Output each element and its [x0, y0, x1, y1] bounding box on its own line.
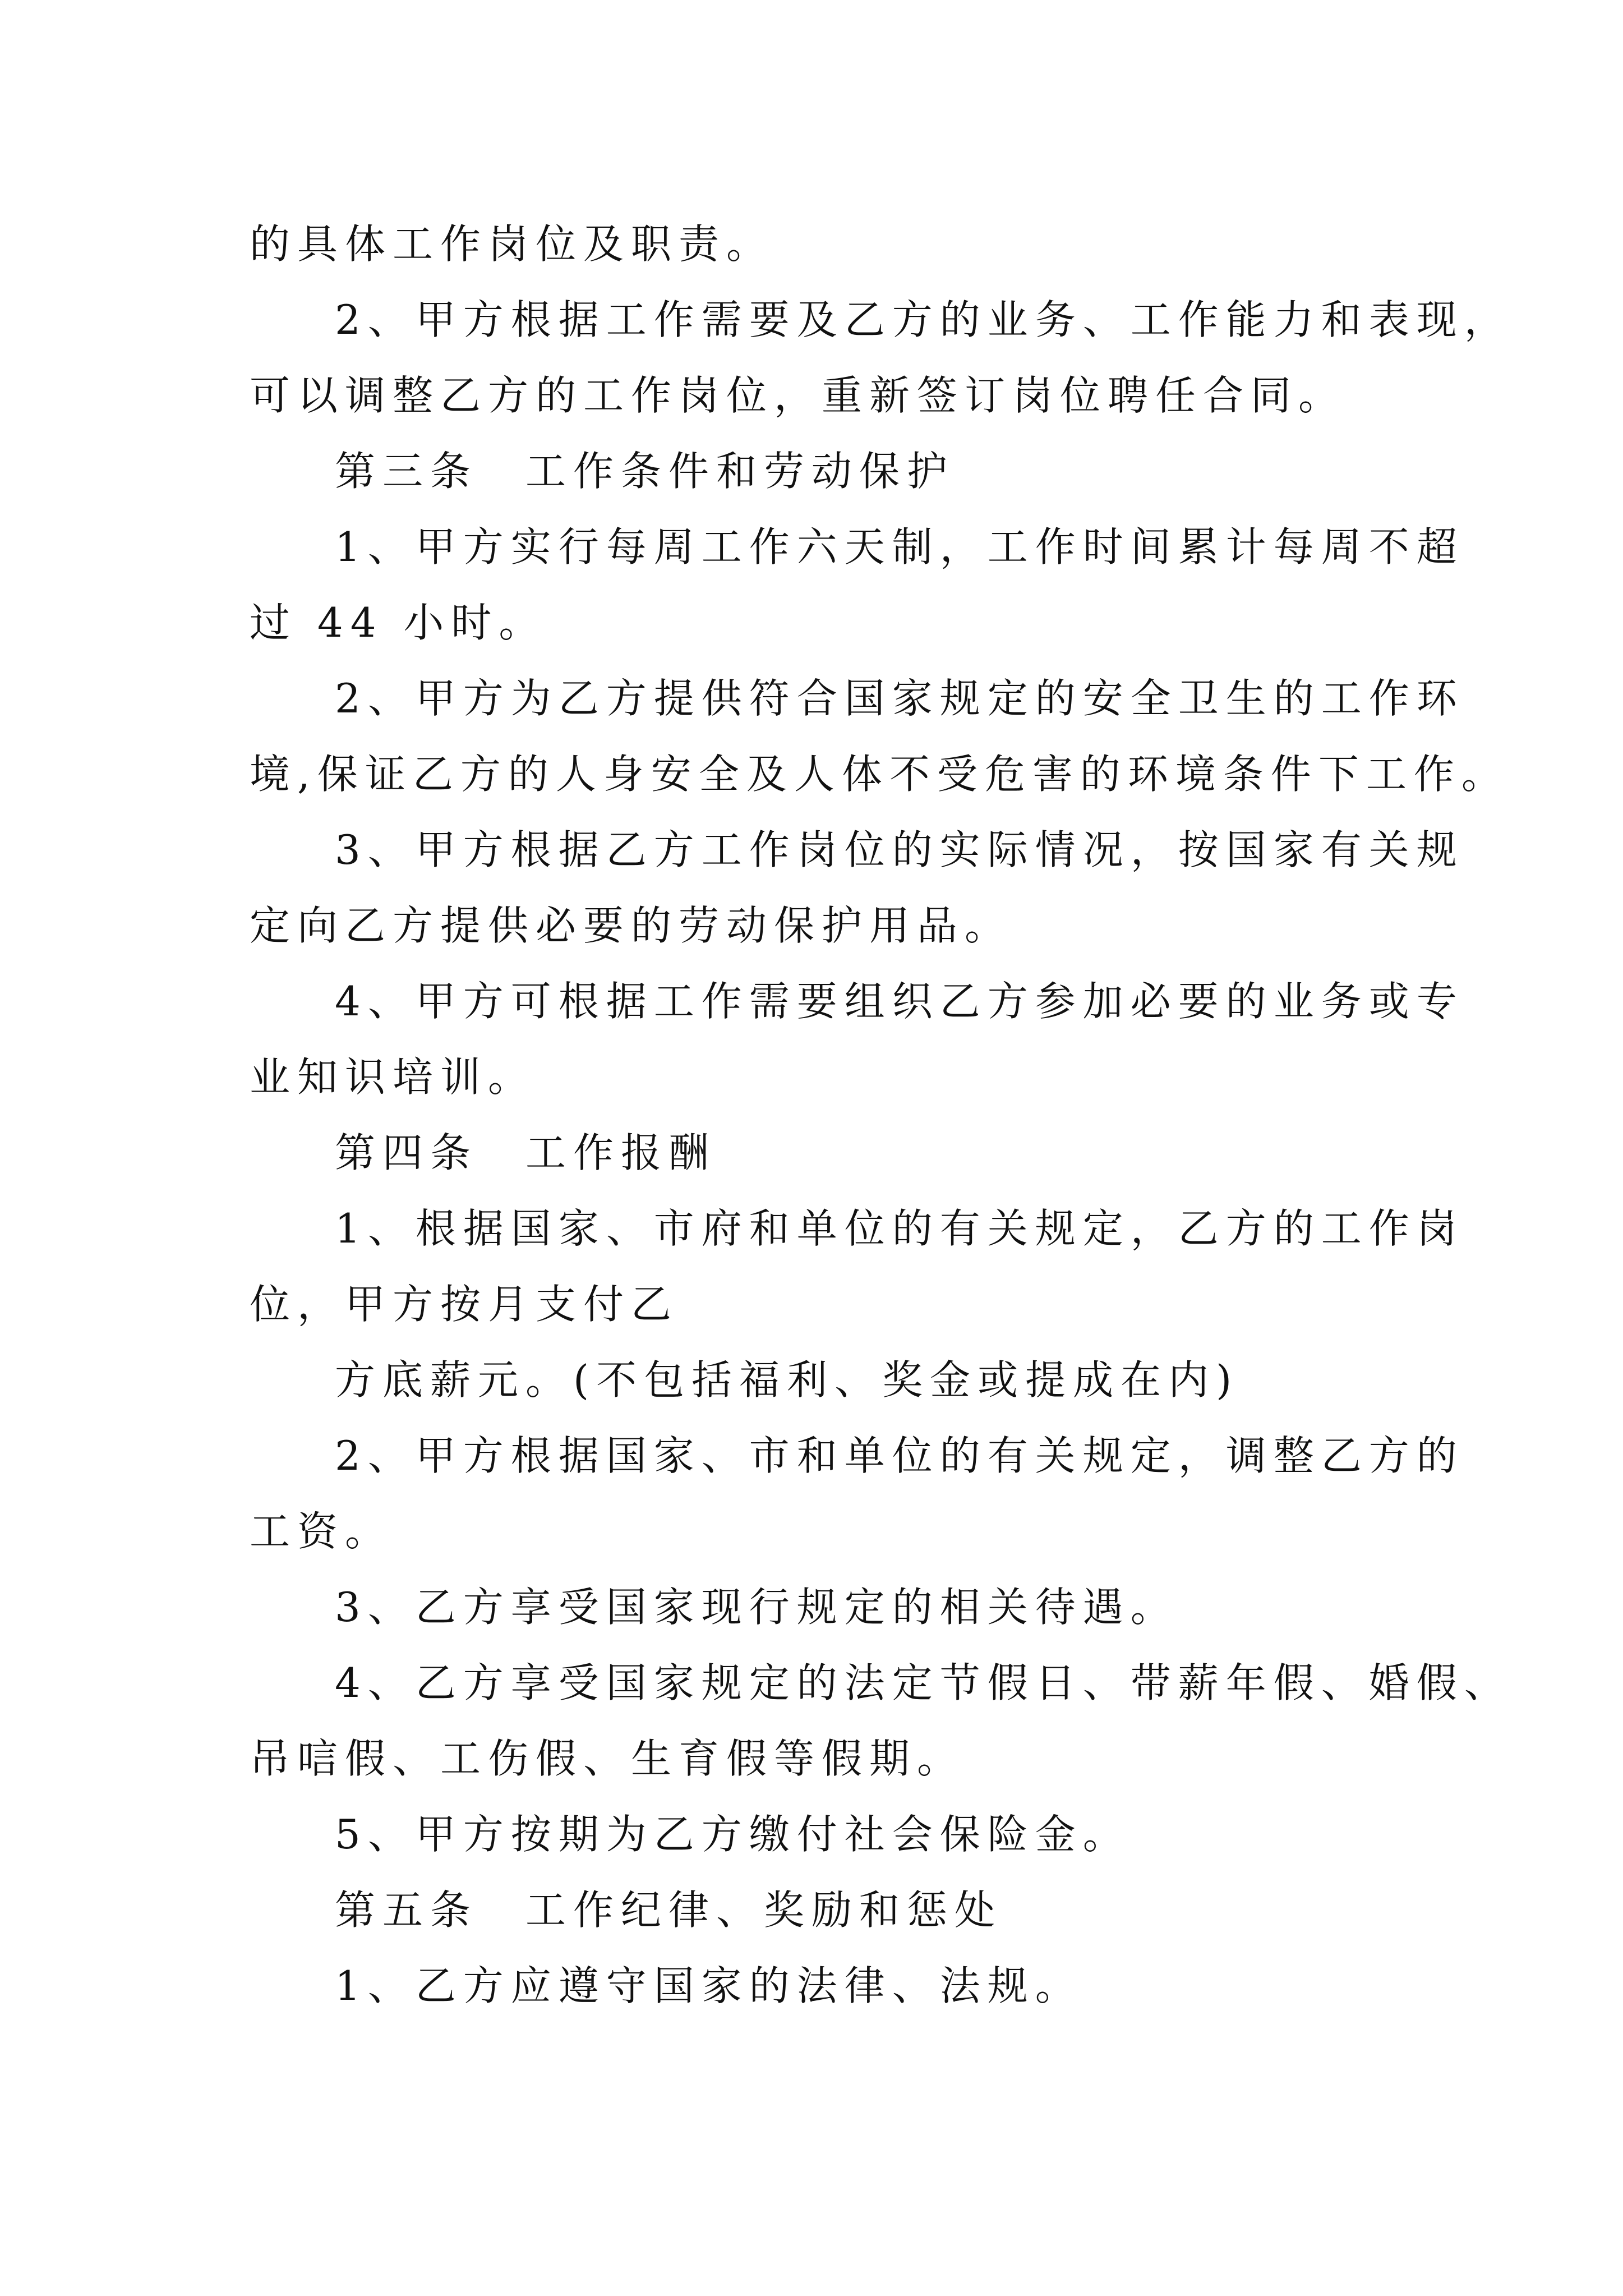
- text-line: 位，甲方按月支付乙: [250, 1281, 679, 1328]
- text-line: 3、乙方享受国家现行规定的相关待遇。: [335, 1584, 1178, 1631]
- text-line: 4、乙方享受国家规定的法定节假日、带薪年假、婚假、: [335, 1659, 1512, 1706]
- text-line: 方底薪元。(不包括福利、奖金或提成在内): [335, 1356, 1239, 1404]
- article-heading: 第四条 工作报酬: [335, 1129, 717, 1176]
- text-line: 可以调整乙方的工作岗位，重新签订岗位聘任合同。: [250, 372, 1347, 419]
- text-line: 境,保证乙方的人身安全及人体不受危害的环境条件下工作。: [250, 751, 1509, 798]
- text-line: 3、甲方根据乙方工作岗位的实际情况，按国家有关规: [335, 826, 1464, 873]
- text-line: 的具体工作岗位及职责。: [250, 220, 774, 268]
- text-line: 过 44 小时。: [250, 599, 547, 646]
- text-line: 1、根据国家、市府和单位的有关规定，乙方的工作岗: [335, 1205, 1464, 1252]
- text-line: 2、甲方根据国家、市和单位的有关规定，调整乙方的: [335, 1432, 1464, 1479]
- article-heading: 第五条 工作纪律、奖励和惩处: [335, 1887, 1003, 1934]
- text-line: 4、甲方可根据工作需要组织乙方参加必要的业务或专: [335, 978, 1464, 1025]
- text-line: 吊唁假、工伤假、生育假等假期。: [250, 1735, 965, 1782]
- text-line: 1、甲方实行每周工作六天制，工作时间累计每周不超: [335, 523, 1464, 570]
- text-line: 工资。: [250, 1508, 393, 1555]
- text-line: 5、甲方按期为乙方缴付社会保险金。: [335, 1811, 1131, 1858]
- text-line: 业知识培训。: [250, 1053, 536, 1101]
- text-line: 1、乙方应遵守国家的法律、法规。: [335, 1962, 1083, 2009]
- text-line: 2、甲方根据工作需要及乙方的业务、工作能力和表现，: [335, 296, 1512, 343]
- text-line: 定向乙方提供必要的劳动保护用品。: [250, 902, 1013, 949]
- article-heading: 第三条 工作条件和劳动保护: [335, 448, 955, 495]
- text-line: 2、甲方为乙方提供符合国家规定的安全卫生的工作环: [335, 675, 1464, 722]
